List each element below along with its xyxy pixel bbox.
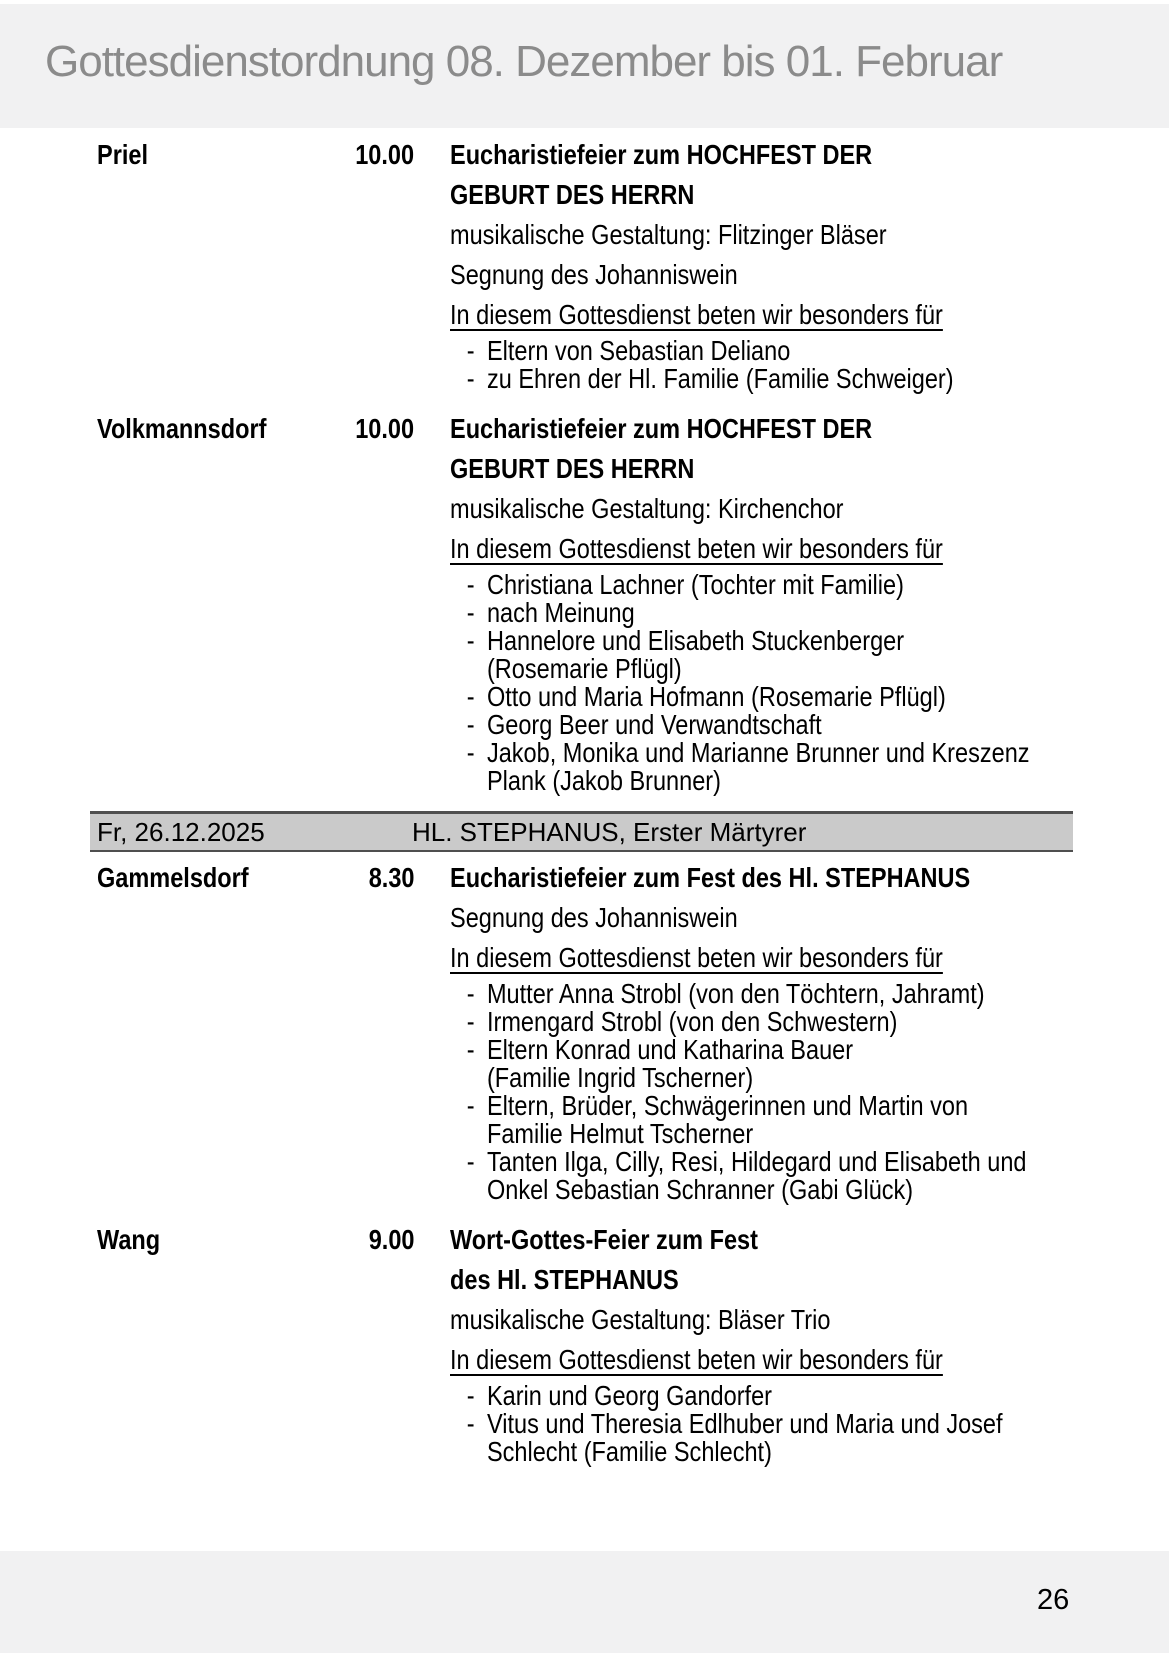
intention-item: - Mutter Anna Strobl (von den Töchtern, Jahramt) [450,980,1016,1008]
location-cell [97,1220,330,1466]
time-cell [330,1220,414,1466]
intention-item: - Georg Beer und Verwandtschaft [450,711,1016,739]
time-cell [330,409,414,795]
location-cell [97,858,330,1204]
service-note: musikalische Gestaltung: Bläser Trio [450,1304,831,1335]
intention-item: - Karin und Georg Gandorfer [450,1382,1016,1410]
service-title-line: Eucharistiefeier zum HOCHFEST DER [450,413,873,444]
intentions-header: In diesem Gottesdienst beten wir besonders für [450,299,943,330]
intention-item: - Vitus und Theresia Edlhuber und Maria und Josef Schlecht (Familie Schlecht) [450,1410,1016,1466]
service-title-line: Eucharistiefeier zum HOCHFEST DER [450,139,873,170]
time-cell [330,135,414,393]
service-note: Segnung des Johanniswein [450,259,738,290]
feast-label: HL. STEPHANUS, Erster Märtyrer [412,817,807,847]
date-label: Fr, 26.12.2025 [97,817,265,847]
service-title-line: GEBURT DES HERRN [450,453,695,484]
location-label: Gammelsdorf [97,862,249,893]
description-cell [414,409,1169,795]
description-cell [414,1220,1169,1466]
page-title: Gottesdienstordnung 08. Dezember bis 01. Februar [45,37,1003,86]
time-label: 10.00 [355,413,414,444]
intention-item: - Hannelore und Elisabeth Stuckenberger (Rosemarie Pflügl) [450,627,1016,683]
service-title-line: des Hl. STEPHANUS [450,1264,679,1295]
intention-item: - Eltern, Brüder, Schwägerinnen und Martin von Familie Helmut Tscherner [450,1092,1016,1148]
intention-item: - zu Ehren der Hl. Familie (Familie Schweiger) [450,365,1016,393]
location-cell [97,135,330,393]
intentions-list [450,569,1030,796]
description-cell [414,135,1169,393]
intentions-list [450,337,1016,393]
service-entry-gammelsdorf [97,858,1169,1204]
intention-item: - Eltern Konrad und Katharina Bauer (Familie Ingrid Tscherner) [450,1036,1016,1092]
time-label: 10.00 [355,139,414,170]
service-note: musikalische Gestaltung: Kirchenchor [450,493,844,524]
schedule-content [0,128,1169,1482]
service-title-line: Wort-Gottes-Feier zum Fest [450,1224,758,1255]
service-entry-priel [97,135,1169,393]
service-note: musikalische Gestaltung: Flitzinger Bläser [450,219,887,250]
intention-item: - Tanten Ilga, Cilly, Resi, Hildegard und Elisabeth und Onkel Sebastian Schranner (Gabi Glück) [450,1148,1016,1204]
date-row [90,811,1073,852]
time-label: 9.00 [368,1224,414,1255]
location-label: Wang [97,1224,161,1255]
description-cell [414,858,1169,1204]
intentions-header: In diesem Gottesdienst beten wir besonders für [450,533,943,564]
intention-item: - nach Meinung [450,599,1016,627]
intention-item: - Irmengard Strobl (von den Schwestern) [450,1008,1016,1036]
intentions-header: In diesem Gottesdienst beten wir besonders für [450,1344,943,1375]
page-number: 26 [1037,1584,1070,1616]
time-label: 8.30 [368,862,414,893]
footer-band [0,1551,1169,1653]
intention-item: - Christiana Lachner (Tochter mit Familie) [450,571,1016,599]
time-cell [330,858,414,1204]
location-label: Priel [97,139,148,170]
intention-item: - Otto und Maria Hofmann (Rosemarie Pflügl) [450,683,1016,711]
location-label: Volkmannsdorf [97,413,267,444]
intention-item: - Jakob, Monika und Marianne Brunner und Kreszenz Plank (Jakob Brunner) [450,739,1016,795]
intention-item: - Eltern von Sebastian Deliano [450,337,1016,365]
location-cell [97,409,330,795]
service-title-line: GEBURT DES HERRN [450,179,695,210]
service-entry-volkmannsdorf [97,409,1169,795]
intentions-list [450,978,1027,1205]
intentions-header: In diesem Gottesdienst beten wir besonders für [450,942,943,973]
service-entry-wang [97,1220,1169,1466]
intentions-list [450,1382,1016,1466]
service-note: Segnung des Johanniswein [450,902,738,933]
service-title-line: Eucharistiefeier zum Fest des Hl. STEPHANUS [450,862,971,893]
